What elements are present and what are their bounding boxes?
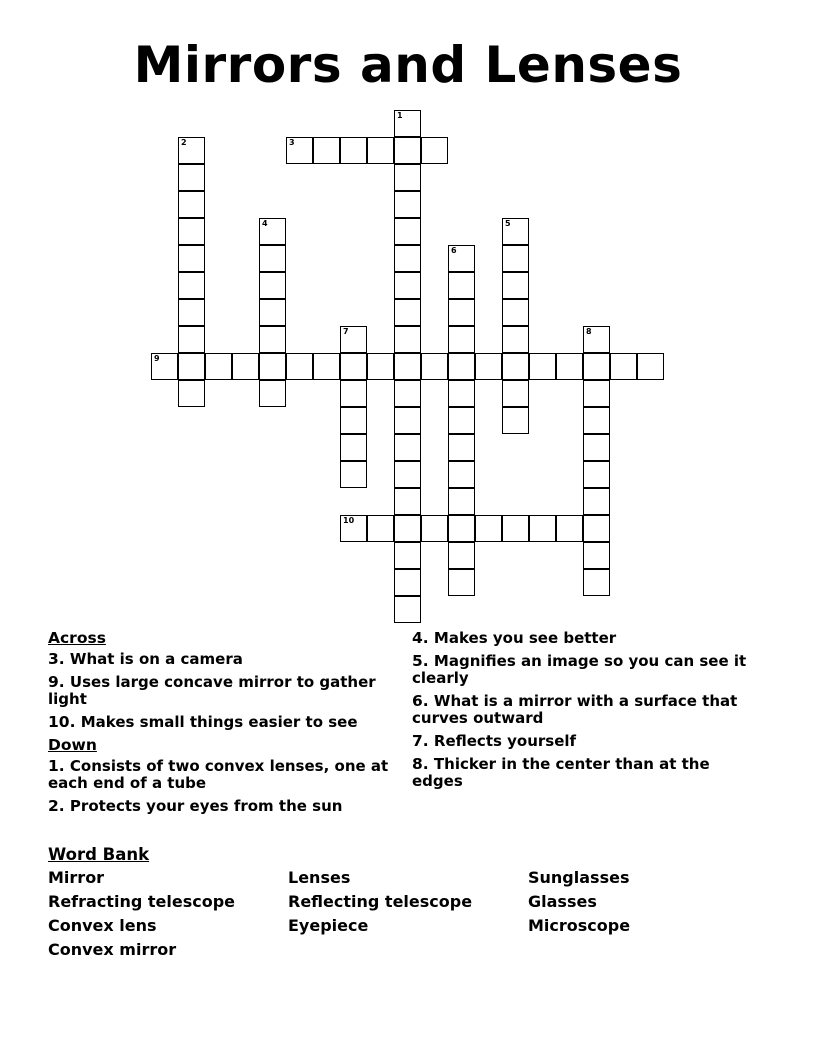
grid-cell — [502, 218, 529, 245]
grid-cell — [394, 299, 421, 326]
word-bank-item: Convex lens — [48, 916, 157, 935]
word-bank — [48, 845, 768, 959]
grid-cell — [232, 353, 259, 380]
grid-cell — [448, 380, 475, 407]
grid-cell — [394, 245, 421, 272]
clue-number: 1 — [397, 111, 403, 120]
grid-cell — [448, 515, 475, 542]
clues-right-column — [412, 630, 752, 796]
grid-cell — [448, 569, 475, 596]
grid-cell — [394, 434, 421, 461]
grid-cell — [394, 110, 421, 137]
grid-cell — [394, 569, 421, 596]
grid-cell — [394, 461, 421, 488]
grid-cell — [394, 488, 421, 515]
word-bank-item: Reflecting telescope — [288, 892, 473, 911]
grid-cell — [421, 353, 448, 380]
word-bank-item: Mirror — [48, 868, 105, 887]
grid-cell — [421, 137, 448, 164]
grid-cell — [475, 353, 502, 380]
grid-cell — [448, 245, 475, 272]
grid-cell — [583, 569, 610, 596]
grid-cell — [583, 407, 610, 434]
grid-cell — [394, 326, 421, 353]
clue-down-7: 7. Reflects yourself — [412, 732, 577, 750]
grid-cell — [340, 515, 367, 542]
grid-cell — [259, 326, 286, 353]
grid-cell — [448, 542, 475, 569]
clue-number: 5 — [505, 219, 511, 228]
grid-cell — [583, 461, 610, 488]
clue-across-9: 9. Uses large concave mirror to gather light — [48, 673, 376, 708]
grid-cell — [259, 380, 286, 407]
grid-cell — [178, 326, 205, 353]
grid-cell — [178, 191, 205, 218]
grid-cell — [394, 542, 421, 569]
grid-cell — [529, 515, 556, 542]
clue-number: 6 — [451, 246, 457, 255]
grid-cell — [367, 515, 394, 542]
clue-across-10: 10. Makes small things easier to see — [48, 713, 358, 731]
grid-cell — [502, 326, 529, 353]
grid-cell — [421, 515, 448, 542]
grid-cell — [394, 218, 421, 245]
grid-cell — [313, 137, 340, 164]
clue-down-6: 6. What is a mirror with a surface that curves outward — [412, 692, 738, 727]
grid-cell — [178, 245, 205, 272]
clue-number: 2 — [181, 138, 187, 147]
grid-cell — [394, 407, 421, 434]
grid-cell — [502, 299, 529, 326]
grid-cell — [340, 434, 367, 461]
grid-cell — [448, 326, 475, 353]
grid-cell — [178, 299, 205, 326]
grid-cell — [286, 353, 313, 380]
grid-cell — [340, 380, 367, 407]
word-bank-item: Eyepiece — [288, 916, 369, 935]
grid-cell — [340, 353, 367, 380]
grid-cell — [178, 380, 205, 407]
grid-cell — [502, 245, 529, 272]
word-bank-item: Sunglasses — [528, 868, 630, 887]
grid-cell — [529, 353, 556, 380]
grid-cell — [448, 461, 475, 488]
grid-cell — [259, 299, 286, 326]
clue-number: 3 — [289, 138, 295, 147]
clue-number: 9 — [154, 354, 160, 363]
clue-across-3: 3. What is on a camera — [48, 650, 243, 668]
word-bank-item: Lenses — [288, 868, 351, 887]
grid-cell — [313, 353, 340, 380]
clue-down-1: 1. Consists of two convex lenses, one at each end of a tube — [48, 757, 389, 792]
page-title: Mirrors and Lenses — [133, 36, 683, 94]
grid-cell — [637, 353, 664, 380]
grid-cell — [394, 515, 421, 542]
grid-cell — [259, 218, 286, 245]
grid-cell — [583, 326, 610, 353]
grid-cell — [502, 407, 529, 434]
grid-cell — [556, 515, 583, 542]
grid-cell — [448, 272, 475, 299]
grid-cell — [502, 380, 529, 407]
grid-cell — [367, 353, 394, 380]
grid-cell — [448, 353, 475, 380]
grid-cell — [394, 272, 421, 299]
clue-number: 10 — [343, 516, 355, 525]
word-bank-item: Refracting telescope — [48, 892, 235, 911]
grid-cell — [502, 353, 529, 380]
grid-cell — [178, 137, 205, 164]
grid-cell — [178, 353, 205, 380]
grid-cell — [259, 353, 286, 380]
word-bank-list — [48, 868, 768, 959]
grid-cell — [259, 245, 286, 272]
grid-cell — [340, 407, 367, 434]
grid-cell — [178, 164, 205, 191]
grid-cell — [583, 515, 610, 542]
grid-cell — [394, 191, 421, 218]
grid-cell — [475, 515, 502, 542]
grid-cell — [583, 542, 610, 569]
down-heading: Down — [48, 736, 97, 754]
word-bank-item: Microscope — [528, 916, 631, 935]
grid-cell — [583, 380, 610, 407]
word-bank-item: Glasses — [528, 892, 597, 911]
word-bank-title: Word Bank — [48, 845, 150, 864]
grid-cell — [502, 515, 529, 542]
grid-cell — [259, 272, 286, 299]
grid-cell — [394, 380, 421, 407]
clue-number: 8 — [586, 327, 592, 336]
grid-cell — [448, 407, 475, 434]
clues-left-column — [48, 630, 398, 821]
grid-cell — [340, 137, 367, 164]
grid-cell — [610, 353, 637, 380]
clue-down-5: 5. Magnifies an image so you can see it clearly — [412, 652, 747, 687]
grid-cell — [178, 218, 205, 245]
grid-cell — [394, 596, 421, 623]
grid-cell — [583, 353, 610, 380]
grid-cell — [178, 272, 205, 299]
grid-cell — [394, 353, 421, 380]
clue-down-4: 4. Makes you see better — [412, 629, 617, 647]
across-heading: Across — [48, 629, 106, 647]
grid-cell — [340, 326, 367, 353]
clue-number: 7 — [343, 327, 349, 336]
grid-cell — [448, 299, 475, 326]
grid-cell — [205, 353, 232, 380]
grid-cell — [394, 137, 421, 164]
grid-cell — [151, 353, 178, 380]
word-bank-item: Convex mirror — [48, 940, 177, 959]
grid-cell — [502, 272, 529, 299]
grid-cell — [556, 353, 583, 380]
grid-cell — [448, 488, 475, 515]
grid-cell — [583, 434, 610, 461]
grid-cell — [286, 137, 313, 164]
grid-cell — [394, 164, 421, 191]
grid-cell — [340, 461, 367, 488]
clue-number: 4 — [262, 219, 268, 228]
clue-down-8: 8. Thicker in the center than at the edges — [412, 755, 710, 790]
grid-cell — [367, 137, 394, 164]
grid-cell — [583, 488, 610, 515]
clue-down-2: 2. Protects your eyes from the sun — [48, 797, 343, 815]
grid-cell — [448, 434, 475, 461]
